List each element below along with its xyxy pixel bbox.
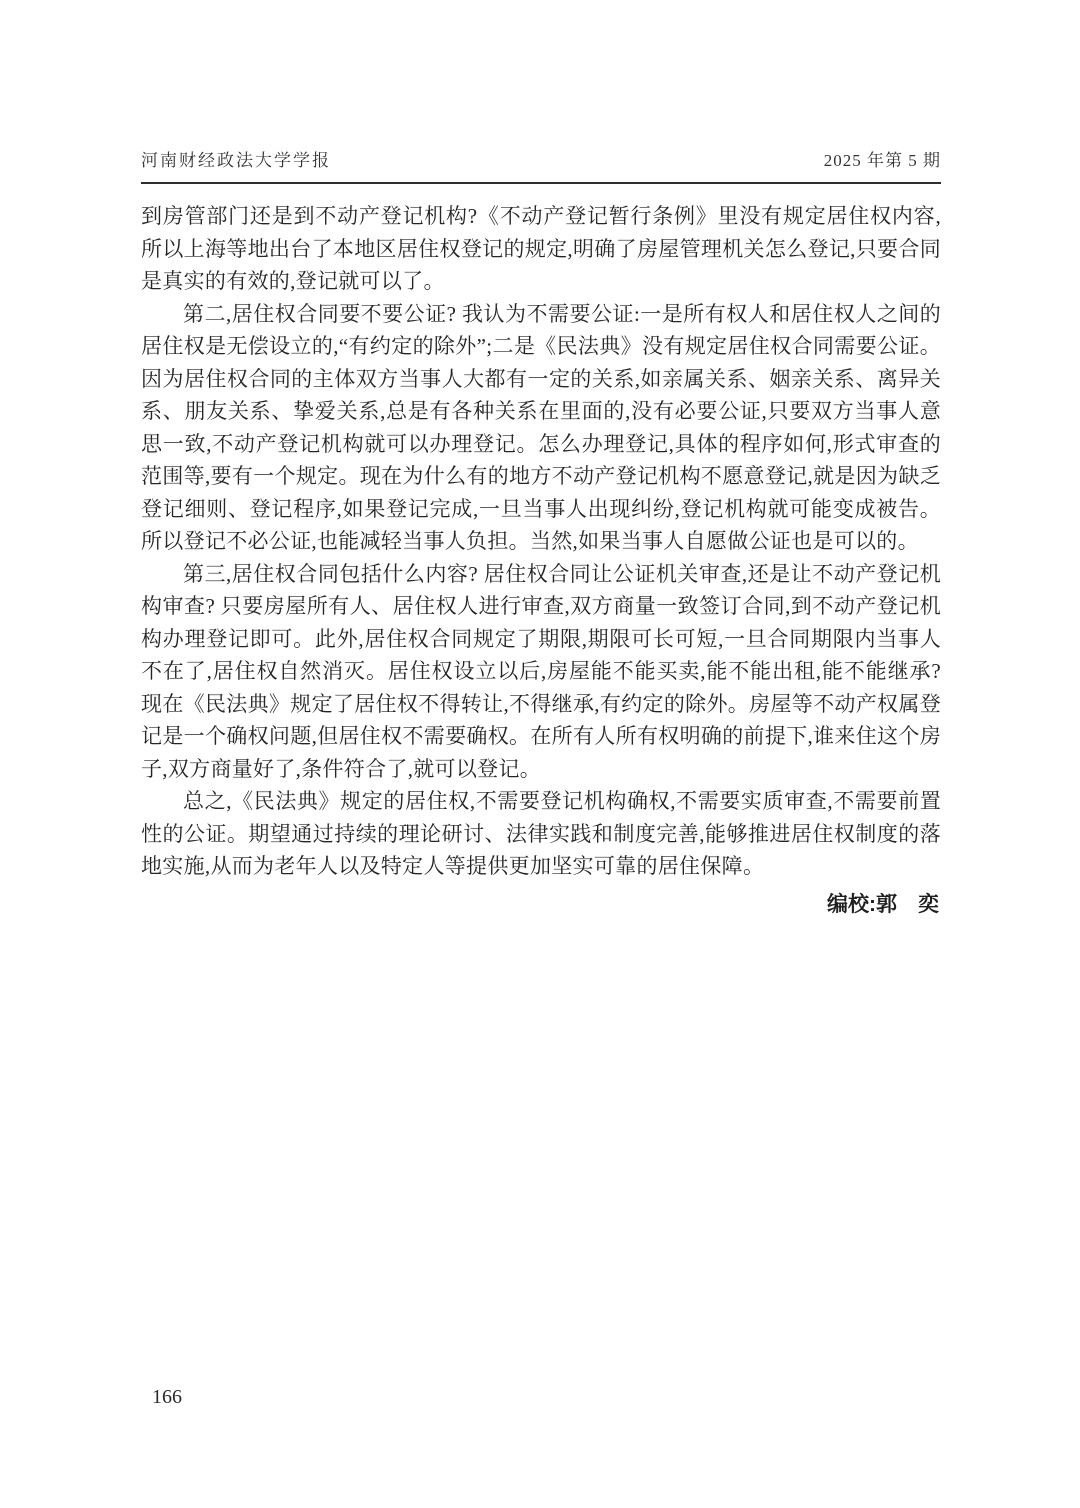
paragraph-conclusion: 总之,《民法典》规定的居住权,不需要登记机构确权,不需要实质审查,不需要前置性的公证。期望通过持续的理论研讨、法律实践和制度完善,能够推进居住权制度的落地实施,从而为老年人以及特定人等提供更加坚实可靠的居住保障。 — [141, 789, 941, 878]
paragraph-third-point: 第三,居住权合同包括什么内容? 居住权合同让公证机关审查,还是让不动产登记机构审查? 只要房屋所有人、居住权人进行审查,双方商量一致签订合同,到不动产登记机构办理登记即可。此外,居住权合同规定了期限,期限可长可短,一旦合同期限内当事人不在了,居住权自然消灭。居住权设立以后,房屋能不能买卖,能不能出租,能不能继承? 现在《民法典》规定了居住权不得转让,不得继承,有约定的除外。房屋等不动产权属登记是一个确权问题,但居住权不需要确权。在所有人所有权明确的前提下,谁来住这个房子,双方商量好了,条件符合了,就可以登记。 — [141, 561, 941, 781]
article-body — [141, 200, 941, 883]
editor-credit: 编校:郭 奕 — [827, 892, 939, 916]
paragraph-second-point: 第二,居住权合同要不要公证? 我认为不需要公证:一是所有权人和居住权人之间的居住权是无偿设立的,“有约定的除外”;二是《民法典》没有规定居住权合同需要公证。因为居住权合同的主体双方当事人大都有一定的关系,如亲属关系、姻亲关系、离异关系、朋友关系、挚爱关系,总是有各种关系在里面的,没有必要公证,只要双方当事人意思一致,不动产登记机构就可以办理登记。怎么办理登记,具体的程序如何,形式审查的范围等,要有一个规定。现在为什么有的地方不动产登记机构不愿意登记,就是因为缺乏登记细则、登记程序,如果登记完成,一旦当事人出现纠纷,登记机构就可能变成被告。所以登记不必公证,也能减轻当事人负担。当然,如果当事人自愿做公证也是可以的。 — [141, 301, 941, 553]
running-header — [141, 146, 941, 182]
page-content — [141, 146, 941, 921]
page-number: 166 — [152, 1386, 182, 1408]
paragraph-continuation: 到房管部门还是到不动产登记机构?《不动产登记暂行条例》里没有规定居住权内容,所以上海等地出台了本地区居住权登记的规定,明确了房屋管理机关怎么登记,只要合同是真实的有效的,登记就可以了。 — [141, 204, 941, 293]
journal-title: 河南财经政法大学学报 — [141, 151, 331, 170]
issue-label: 2025 年第 5 期 — [823, 151, 941, 170]
header-divider — [141, 182, 941, 184]
